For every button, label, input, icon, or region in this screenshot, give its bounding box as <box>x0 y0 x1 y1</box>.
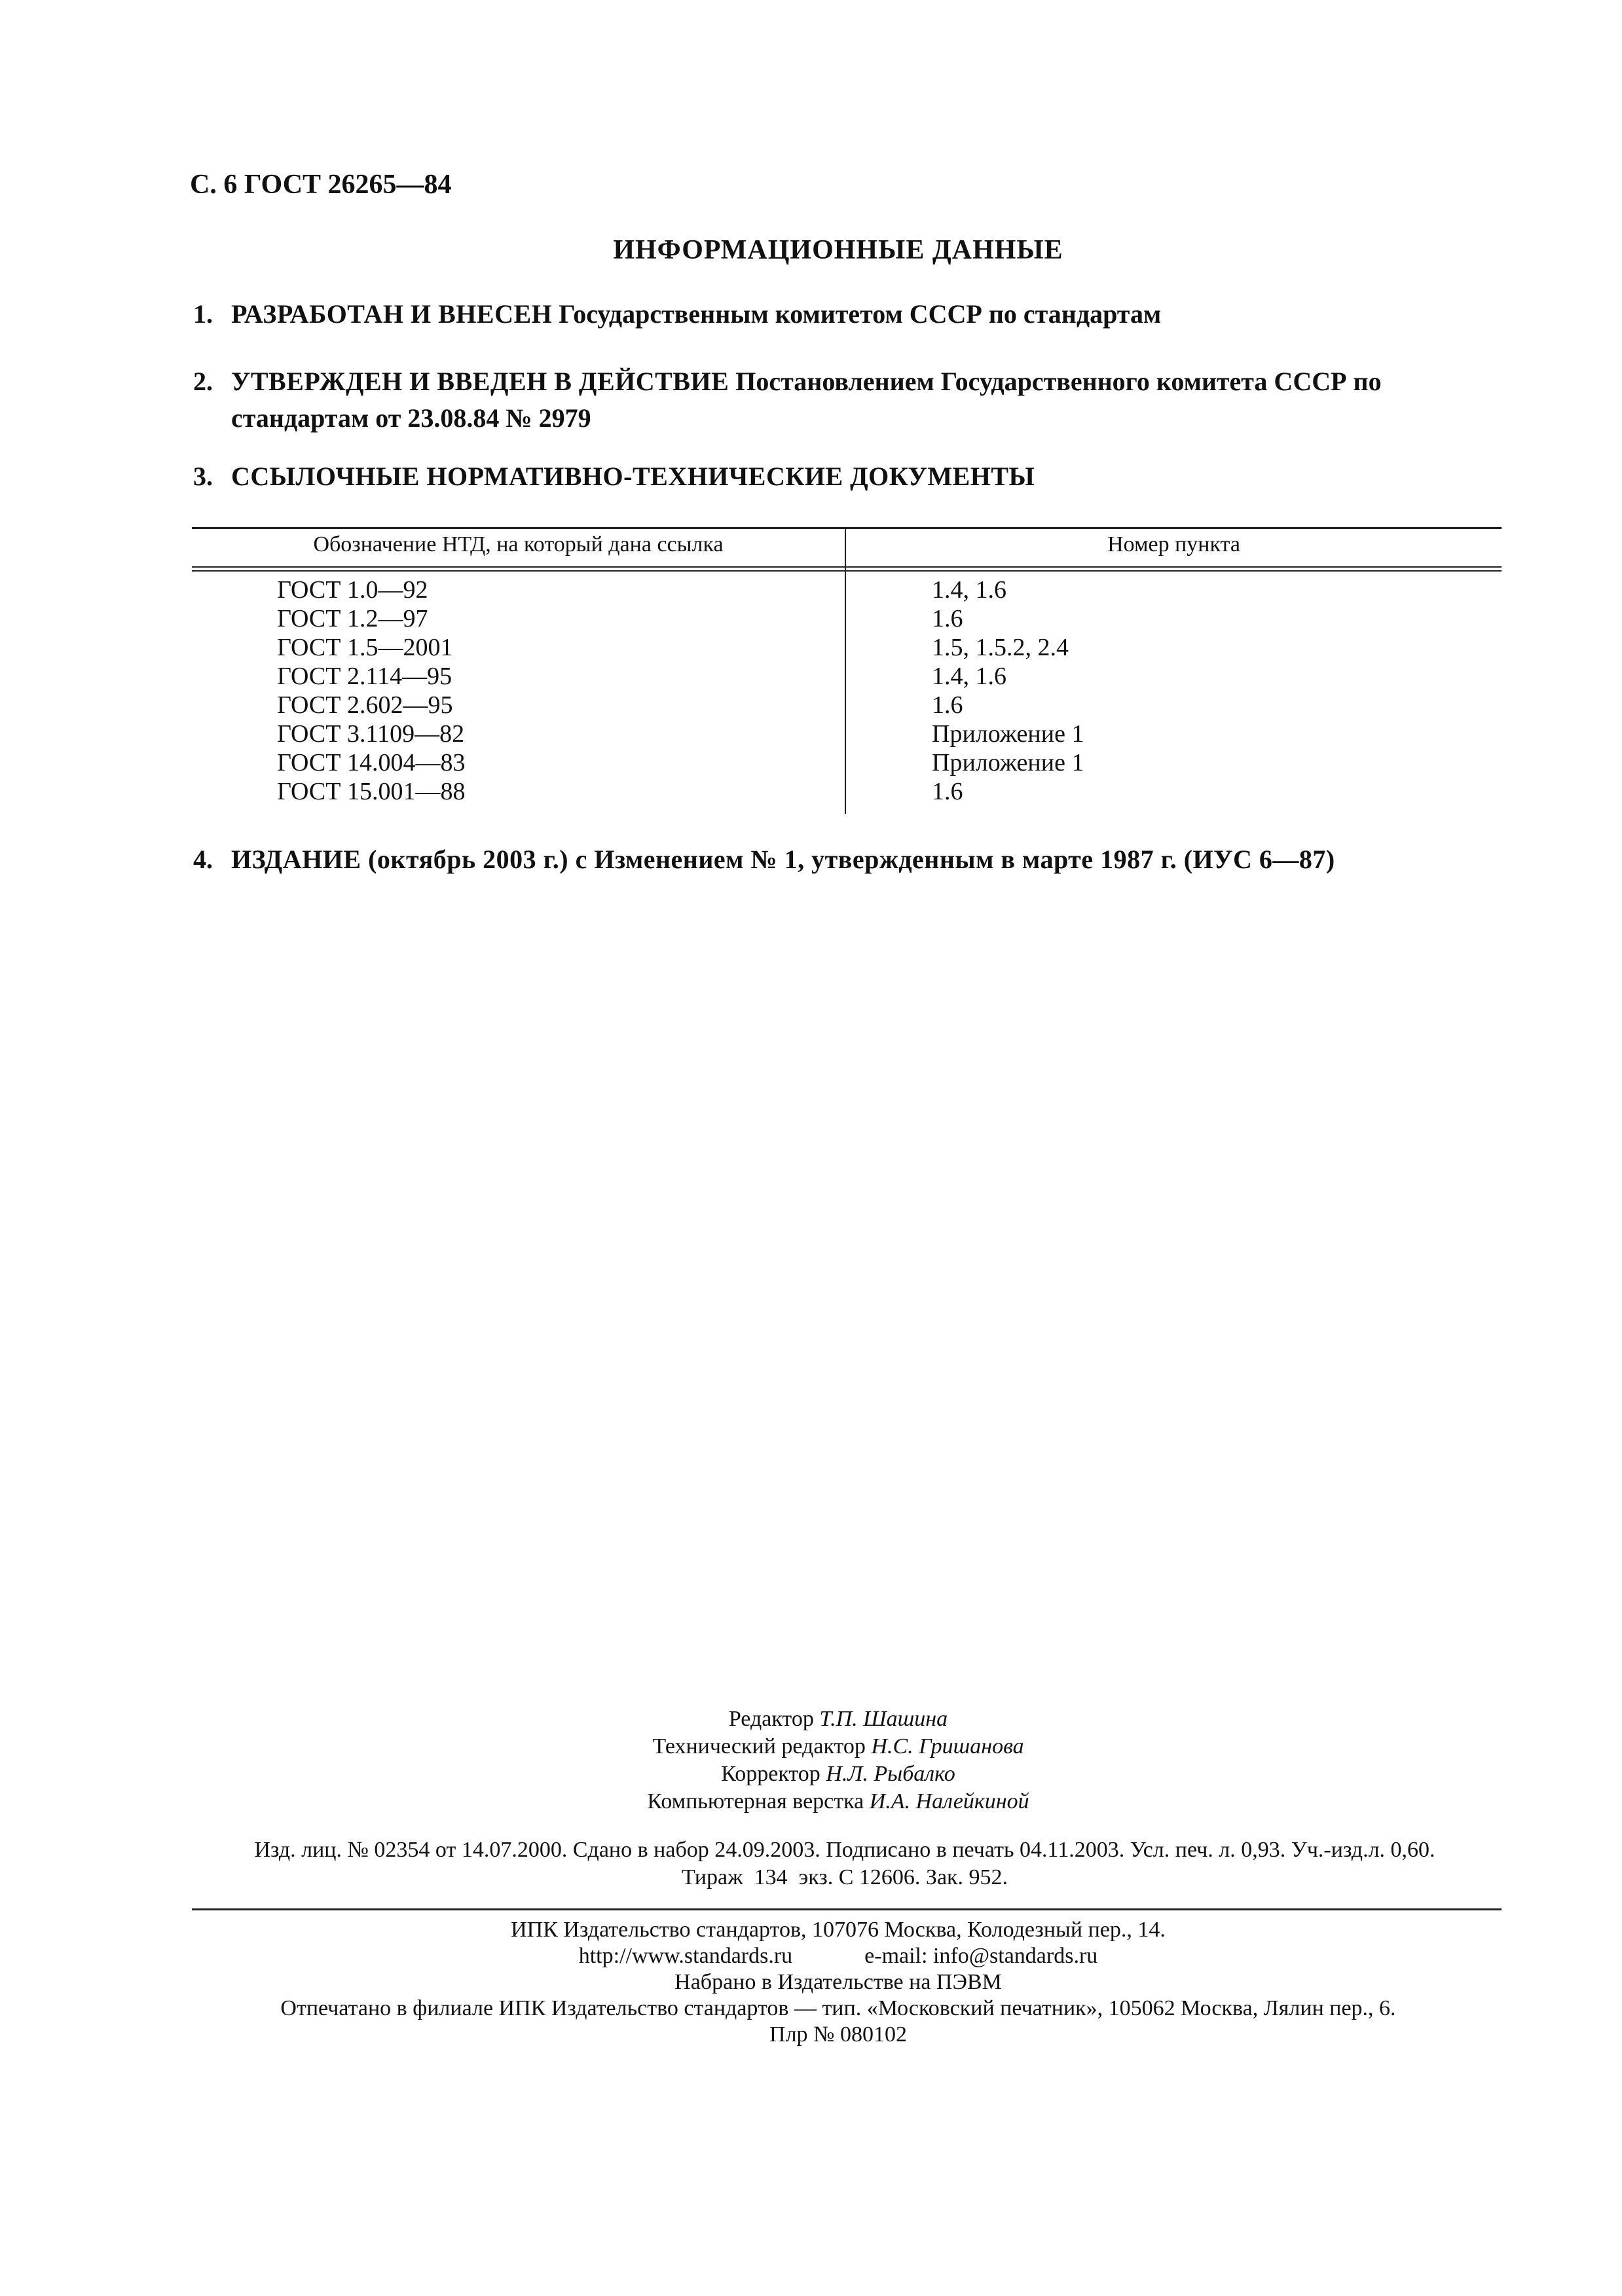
table-header-clause: Номер пункта <box>1107 532 1240 556</box>
item-lead: УТВЕРЖДЕН И ВВЕДЕН В ДЕЙСТВИЕ <box>231 367 729 396</box>
item-number: 3. <box>193 462 213 491</box>
credit-name: Н.Л. Рыбалко <box>826 1762 955 1786</box>
table-column-clauses <box>932 575 1084 806</box>
credit-line <box>0 1705 1622 1733</box>
credits-block <box>0 1705 1622 1815</box>
table-header-document: Обозначение НТД, на который дана ссылка <box>313 532 724 556</box>
publisher-block <box>0 1917 1622 2048</box>
item-lead: ССЫЛОЧНЫЕ НОРМАТИВНО-ТЕХНИЧЕСКИЕ ДОКУМЕНТЫ <box>231 462 1035 491</box>
item-text: Государственным комитетом СССР по стандартам <box>552 299 1162 329</box>
credit-line <box>0 1760 1622 1788</box>
table-column-divider <box>845 527 846 814</box>
info-item-2 <box>193 363 1509 437</box>
table-cell: 1.6 <box>932 691 963 719</box>
publisher-plr: Плр № 080102 <box>769 2022 907 2047</box>
publisher-contacts <box>0 1943 1622 1969</box>
table-cell: ГОСТ 14.004—83 <box>277 749 466 776</box>
info-item-3 <box>193 458 1509 495</box>
table-top-rule <box>192 527 1502 529</box>
credit-role: Компьютерная верстка <box>647 1789 864 1813</box>
table-cell: Приложение 1 <box>932 749 1084 776</box>
table-cell: ГОСТ 1.5—2001 <box>277 634 453 661</box>
table-cell: 1.6 <box>932 605 963 632</box>
publisher-printed: Отпечатано в филиале ИПК Издательство стандартов — тип. «Московский печатник», 105062 Москва, Лялин пер., 6. <box>280 1996 1396 2020</box>
page-header: С. 6 ГОСТ 26265—84 <box>190 170 452 200</box>
table-cell: Приложение 1 <box>932 720 1084 748</box>
publisher-address: ИПК Издательство стандартов, 107076 Москва, Колодезный пер., 14. <box>511 1918 1166 1942</box>
table-cell: ГОСТ 2.114—95 <box>277 663 452 690</box>
publisher-website: http://www.standards.ru <box>578 1944 793 1968</box>
table-cell: ГОСТ 1.2—97 <box>277 605 428 632</box>
credit-line <box>0 1788 1622 1815</box>
table-cell: 1.6 <box>932 778 963 805</box>
table-cell: ГОСТ 1.0—92 <box>277 576 428 604</box>
publisher-email: e-mail: info@standards.ru <box>864 1944 1098 1968</box>
section-title: ИНФОРМАЦИОННЫЕ ДАННЫЕ <box>613 235 1063 265</box>
credit-role: Редактор <box>728 1707 814 1731</box>
credit-line <box>0 1733 1622 1760</box>
credit-role: Корректор <box>721 1762 820 1786</box>
info-item-1 <box>193 296 1509 333</box>
item-number: 1. <box>193 299 213 329</box>
publisher-typeset: Набрано в Издательстве на ПЭВМ <box>674 1970 1002 1994</box>
table-column-documents <box>277 575 466 806</box>
print-info <box>190 1836 1500 1891</box>
info-item-4 <box>193 841 1509 878</box>
table-cell: ГОСТ 2.602—95 <box>277 691 453 719</box>
credit-name: Т.П. Шашина <box>819 1707 948 1731</box>
table-cell: ГОСТ 15.001—88 <box>277 778 466 805</box>
credit-name: Н.С. Гришанова <box>871 1734 1024 1758</box>
item-lead: РАЗРАБОТАН И ВНЕСЕН <box>231 299 553 329</box>
table-header-rule <box>192 566 1502 568</box>
item-number: 4. <box>193 845 213 874</box>
reference-table <box>192 527 1502 815</box>
table-cell: 1.4, 1.6 <box>932 576 1006 604</box>
table-cell: 1.4, 1.6 <box>932 663 1006 690</box>
table-cell: 1.5, 1.5.2, 2.4 <box>932 634 1069 661</box>
credit-name: И.А. Налейкиной <box>869 1789 1029 1813</box>
print-info-line: Тираж 134 экз. С 12606. Зак. 952. <box>681 1865 1008 1889</box>
table-cell: ГОСТ 3.1109—82 <box>277 720 465 748</box>
credit-role: Технический редактор <box>652 1734 866 1758</box>
item-number: 2. <box>193 367 213 396</box>
item-text: Постановлением Государственного комитета СССР по стандартам от 23.08.84 № 2979 <box>231 367 1382 433</box>
print-info-line: Изд. лиц. № 02354 от 14.07.2000. Сдано в набор 24.09.2003. Подписано в печать 04.11.2003. Усл. печ. л. 0,93. Уч.-изд.л. 0,60. <box>254 1838 1435 1862</box>
table-header-rule <box>192 570 1502 572</box>
item-lead: ИЗДАНИЕ (октябрь 2003 г.) с Изменением № 1, утвержденным в марте 1987 г. (ИУС 6—87) <box>231 845 1335 874</box>
footer-divider <box>192 1908 1502 1910</box>
